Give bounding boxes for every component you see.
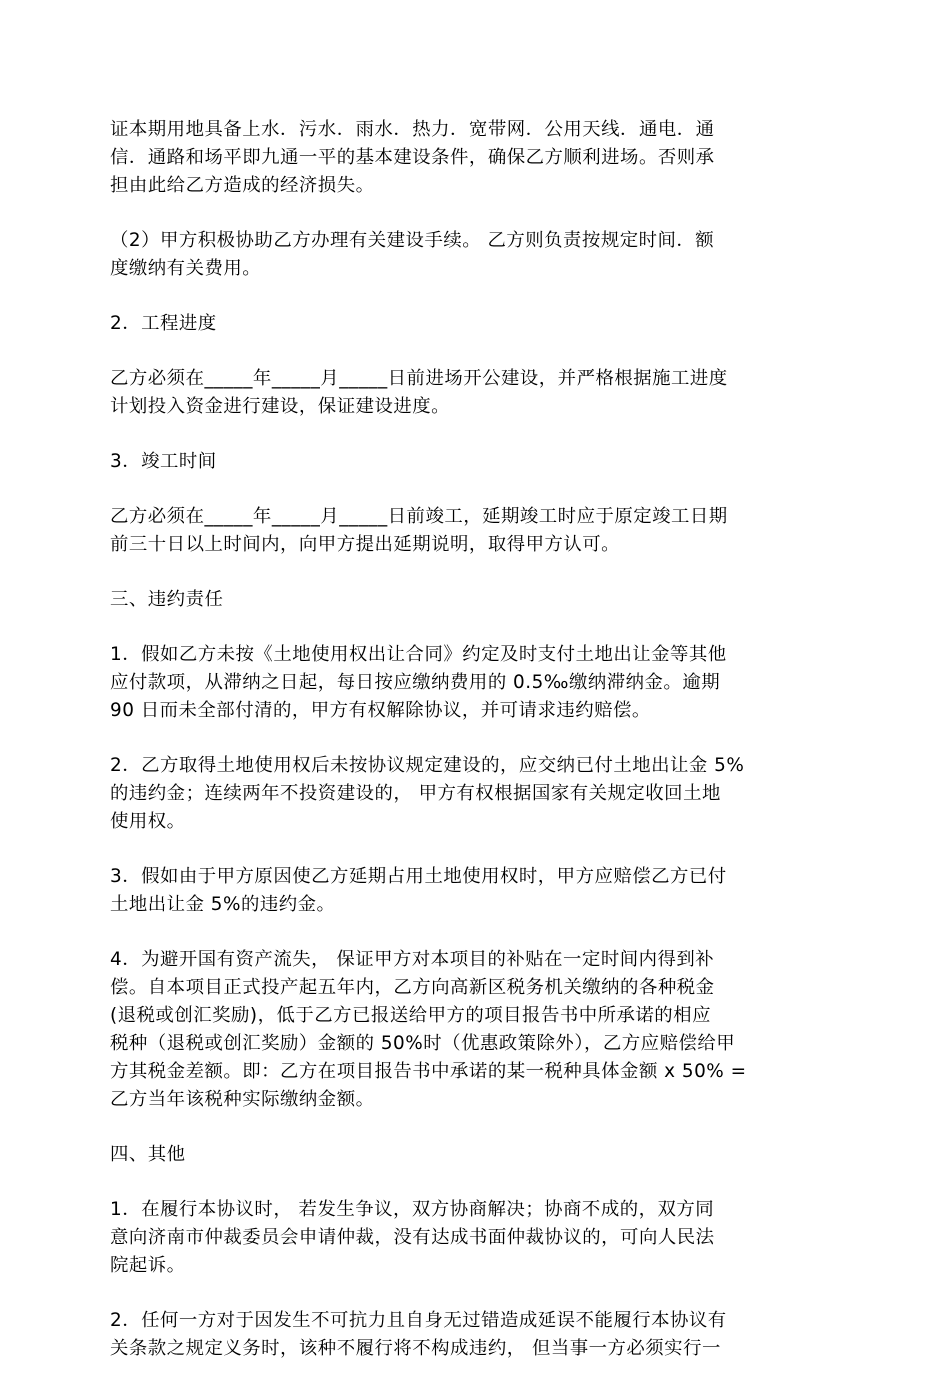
paragraph (110, 503, 842, 559)
text-line: 3．竣工时间 (110, 451, 217, 472)
text-line: 乙方必须在_____年_____月_____日前进场开公建设，并严格根据施工进度 (110, 368, 728, 389)
paragraph (110, 863, 842, 919)
text-line: 关条款之规定义务时，该种不履行将不构成违约， 但当事一方必须实行一 (110, 1338, 721, 1359)
text-line: 担由此给乙方造成的经济损失。 (110, 175, 375, 196)
text-line: 税种（退税或创汇奖励）金额的 50%时（优惠政策除外），乙方应赔偿给甲 (110, 1033, 736, 1054)
text-line: 院起诉。 (110, 1255, 186, 1276)
text-line: 意向济南市仲裁委员会申请仲裁，没有达成书面仲裁协议的，可向人民法 (110, 1227, 715, 1248)
text-line: 4．为避开国有资产流失， 保证甲方对本项目的补贴在一定时间内得到补 (110, 949, 715, 970)
text-line: 乙方当年该税种实际缴纳金额。 (110, 1089, 375, 1110)
text-line: 应付款项，从滞纳之日起，每日按应缴纳费用的 0.5‰缴纳滞纳金。逾期 (110, 672, 721, 693)
text-line: 3．假如由于甲方原因使乙方延期占用土地使用权时，甲方应赔偿乙方已付 (110, 866, 727, 887)
text-line: 乙方必须在_____年_____月_____日前竣工，延期竣工时应于原定竣工日期 (110, 506, 728, 527)
text-line: 1．在履行本协议时， 若发生争议，双方协商解决；协商不成的，双方同 (110, 1199, 715, 1220)
paragraph (110, 116, 842, 200)
paragraph (110, 1196, 842, 1280)
paragraph (110, 946, 842, 1114)
text-line: （2）甲方积极协助乙方办理有关建设手续。 乙方则负责按规定时间．额 (110, 230, 715, 251)
text-line: 信．通路和场平即九通一平的基本建设条件，确保乙方顺利进场。否则承 (110, 147, 715, 168)
section-heading (110, 310, 842, 338)
text-line: 三、违约责任 (110, 589, 224, 610)
section-heading (110, 448, 842, 476)
text-line: 方其税金差额。即：乙方在项目报告书中承诺的某一税种具体金额 x 50% = (110, 1061, 747, 1082)
text-line: (退税或创汇奖励)，低于乙方已报送给甲方的项目报告书中所承诺的相应 (110, 1005, 711, 1026)
document-page (110, 116, 842, 1390)
paragraph (110, 641, 842, 725)
paragraph (110, 752, 842, 836)
paragraph (110, 365, 842, 421)
text-line: 偿。自本项目正式投产起五年内，乙方向高新区税务机关缴纳的各种税金 (110, 977, 715, 998)
text-line: 2．乙方取得土地使用权后未按协议规定建设的，应交纳已付土地出让金 5% (110, 755, 745, 776)
text-line: 的违约金；连续两年不投资建设的， 甲方有权根据国家有关规定收回土地 (110, 783, 721, 804)
text-line: 证本期用地具备上水．污水．雨水．热力．宽带网．公用天线．通电．通 (110, 119, 715, 140)
text-line: 计划投入资金进行建设，保证建设进度。 (110, 396, 451, 417)
text-line: 度缴纳有关费用。 (110, 258, 262, 279)
text-line: 2．工程进度 (110, 313, 217, 334)
text-line: 1．假如乙方未按《土地使用权出让合同》约定及时支付土地出让金等其他 (110, 644, 727, 665)
text-line: 2．任何一方对于因发生不可抗力且自身无过错造成延误不能履行本协议有 (110, 1310, 727, 1331)
text-line: 四、其他 (110, 1144, 186, 1165)
text-line: 90 日而未全部付清的，甲方有权解除协议，并可请求违约赔偿。 (110, 700, 651, 721)
paragraph (110, 1307, 842, 1363)
paragraph (110, 227, 842, 283)
text-line: 使用权。 (110, 811, 186, 832)
text-line: 土地出让金 5%的违约金。 (110, 894, 336, 915)
section-heading (110, 586, 842, 614)
text-line: 前三十日以上时间内，向甲方提出延期说明，取得甲方认可。 (110, 534, 621, 555)
section-heading (110, 1141, 842, 1169)
